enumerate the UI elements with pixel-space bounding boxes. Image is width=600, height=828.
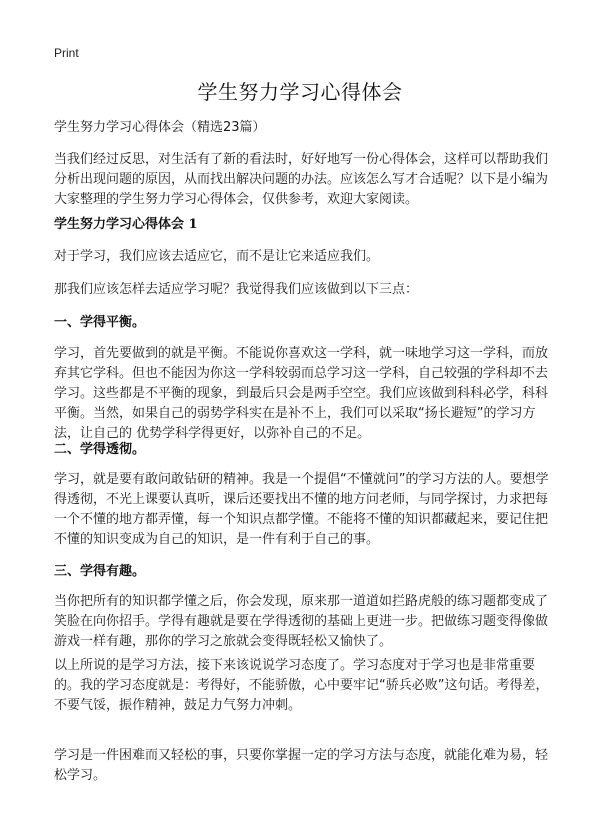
intro-paragraph: 当我们经过反思，对生活有了新的看法时，好好地写一份心得体会，这样可以帮助我们分析出现问题的原因，从而找出解决问题的办法。应该怎么写才合适呢？以下是小编为大家整理的学生努力学习心得体会，仅供参考，欢迎大家阅读。 xyxy=(54,152,549,207)
document-subtitle: 学生努力学习心得体会（精选23篇） xyxy=(54,120,266,135)
section-heading: 学生努力学习心得体会 1 xyxy=(54,217,198,232)
print-link[interactable]: Print xyxy=(54,46,79,60)
paragraph-2: 那我们应该怎样去适应学习呢？我觉得我们应该做到以下三点： xyxy=(54,282,419,297)
point-1-heading: 一、学得平衡。 xyxy=(54,315,146,330)
point-2-heading: 二、学得透彻。 xyxy=(54,442,146,457)
point-3-text: 当你把所有的知识都学懂之后，你会发现，原来那一道道如拦路虎般的练习题都变成了笑脸在向你招手。学得有趣就是要在学得透彻的基础上更进一步。把做练习题变得像做游戏一样有趣，那你的学习之旅就会变得既轻松又愉快了。 xyxy=(54,594,549,649)
paragraph-1: 对于学习，我们应该去适应它，而不是让它来适应我们。 xyxy=(54,249,380,264)
closing-paragraph-1: 以上所说的是学习方法，接下来该说说学习态度了。学习态度对于学习也是非常重要的。我的学习态度就是：考得好，不能骄傲，心中要牢记“骄兵必败”这句话。考得差，不要气馁，振作精神，鼓足力气努力冲刺。 xyxy=(54,658,549,713)
point-2-text: 学习，就是要有敢问敢钻研的精神。我是一个提倡“不懂就问”的学习方法的人。要想学得透彻，不光上课要认真听，课后还要找出不懂的地方问老师，与同学探讨，力求把每一个不懂的地方都弄懂，每一个知识点都学懂。不能将不懂的知识都藏起来，要记住把不懂的知识变成为自己的知识，是一件有利于自己的事。 xyxy=(54,472,549,547)
point-3-heading: 三、学得有趣。 xyxy=(54,564,146,579)
page-title: 学生努力学习心得体会 xyxy=(197,80,403,104)
closing-paragraph-2: 学习是一件困难而又轻松的事，只要你掌握一定的学习方法与态度，就能化难为易，轻松学习。 xyxy=(54,748,549,783)
point-1-text: 学习，首先要做到的就是平衡。不能说你喜欢这一学科，就一味地学习这一学科，而放弃其它学科。但也不能因为你这一学科较弱而总学习这一学科，自己较强的学科却不去学习。这些都是不平衡的现象，到最后只会是两手空空。我们应该做到科科必学，科科平衡。当然，如果自己的弱势学科实在是补不上，我们可以采取“扬长避短”的学习方法，让自己的 优势学科学得更好，以弥补自己的不足。 xyxy=(54,346,549,441)
